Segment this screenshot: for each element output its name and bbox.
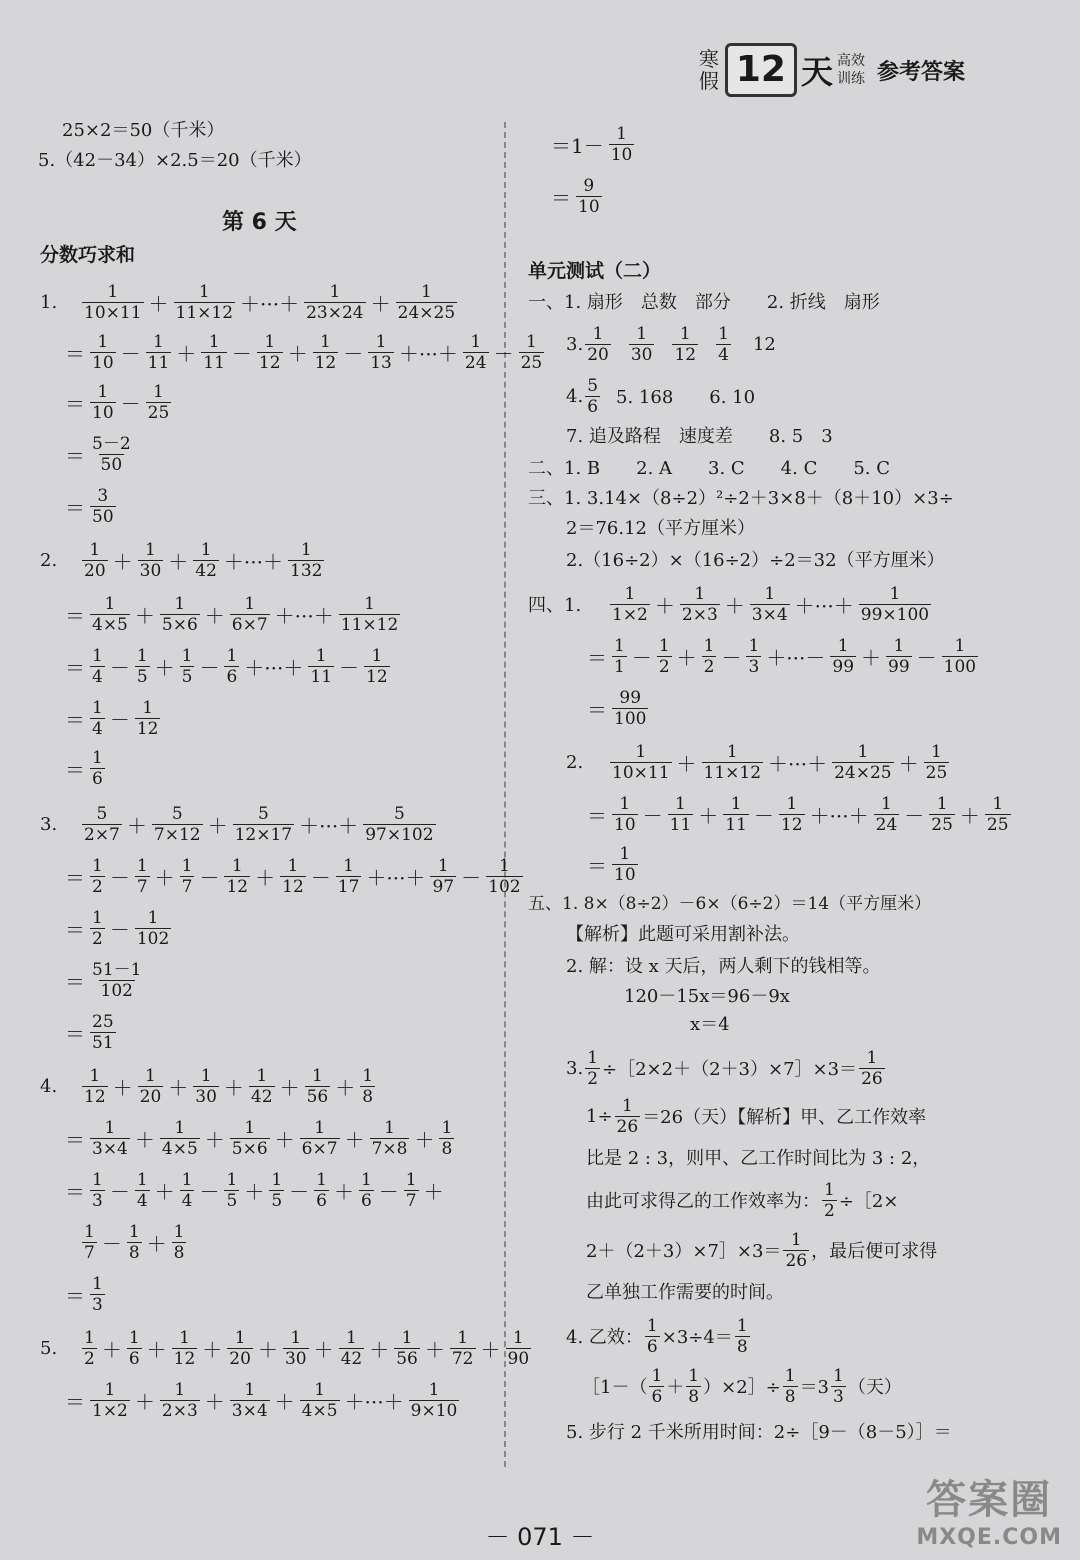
part5-q4-line-2: ［1－（ 1 6 ＋ 1 8 ）×2］÷ $\frac{1}{8}$ ＝3 1 3 （天） (582, 1365, 902, 1407)
part3-q1-cont: 2＝76.12（平方厘米） (566, 518, 755, 539)
prev-line-2: ＝ 9 10 (551, 175, 600, 217)
header-efficient-training: 高效 训练 (836, 53, 865, 87)
part5-q3-line-5: 2＋（2＋3）×7］×3＝ 1 26 ，最后便可求得 (586, 1229, 938, 1271)
part5-q3-line-1: 3. $\frac{1}{2}$ ÷［2×2＋（2＋3）×7］×3＝ 1 26 (566, 1047, 883, 1089)
part1-q1: 一、1. 扇形 总数 部分 2. 折线 扇形 (528, 292, 880, 313)
part4-q1-line-1: 四、1. 1 1×2 ＋ 1 2×3 ＋ 1 3×4 ＋···＋ 1 99×100 (528, 583, 930, 625)
part5-q2: 2. 解：设 x 天后，两人剩下的钱相等。 (566, 956, 881, 977)
part5-q4-line-1: 4. 乙效： $\frac{1}{6}$ ×3÷4＝ 1 8 (566, 1315, 748, 1357)
header-days-box: 12 (725, 43, 797, 97)
section-fraction-sum: 分数巧求和 (40, 244, 136, 266)
part5-q2-solution: x＝4 (690, 1014, 730, 1035)
q5-line-2: ＝ 1 1×2 ＋ 1 2×3 ＋ 1 3×4 ＋ 1 4×5 ＋···＋ 1 9×10 (65, 1379, 458, 1421)
left-line-2: 5.（42－34）×2.5＝20（千米） (38, 150, 312, 171)
watermark-logo: 答案圈 MXQE.COM (916, 1477, 1062, 1550)
part5-q3-line-3: 比是 2 : 3，则甲、乙工作时间比为 3 : 2， (586, 1148, 931, 1169)
part4-q1-line-2: ＝ 1 1 － 1 2 ＋ 1 2 － 1 3 ＋···－ 1 99 ＋ 1 99 － 1 100 (587, 635, 977, 677)
left-line-1: 25×2＝50（千米） (62, 120, 225, 141)
q4-line-3: ＝ 1 3 － 1 4 ＋ 1 4 － 1 5 ＋ 1 5 － 1 6 ＋ 1 6 － 1 7 ＋ (65, 1169, 444, 1211)
part5-q2-equation: 120－15x＝96－9x (624, 986, 790, 1007)
q1-line-5: ＝ 3 50 (65, 485, 114, 527)
header-winter-label: 寒 假 (698, 47, 719, 93)
part2: 二、1. B 2. A 3. C 4. C 5. C (528, 458, 891, 479)
q2-line-3: ＝ 1 4 － 1 5 ＋ 1 5 － 1 6 ＋···＋ 1 11 － 1 12 (65, 645, 388, 687)
q3-line-3: ＝ 1 2 － 1 102 (65, 907, 170, 949)
part5-q1: 五、1. 8×（8÷2）－6×（6÷2）＝14（平方厘米） (528, 894, 932, 914)
q4-line-2: ＝ 1 3×4 ＋ 1 4×5 ＋ 1 5×6 ＋ 1 6×7 ＋ 1 7×8 ＋ 1 8 (65, 1117, 453, 1159)
part3-q2: 2.（16÷2）×（16÷2）÷2＝32（平方厘米） (566, 550, 945, 571)
q2-line-2: ＝ 1 4×5 ＋ 1 5×6 ＋ 1 6×7 ＋···＋ 1 11×12 (65, 593, 399, 635)
part5-q1-analysis: 【解析】此题可采用割补法。 (566, 924, 800, 945)
q3-line-4: ＝ 51－1 102 (65, 959, 142, 1001)
header-day-char: 天 (800, 53, 833, 91)
q1-line-1: 1. 1 10×11 ＋ 1 11×12 ＋···＋ 1 23×24 ＋ 1 24×25 (40, 281, 456, 323)
q2-line-1: 2. 1 20 ＋ 1 30 ＋ 1 42 ＋···＋ 1 132 (40, 539, 323, 581)
day-title: 第 6 天 (222, 210, 297, 235)
part4-q2-line-3: ＝ 1 10 (587, 843, 636, 885)
part4-q2-line-2: ＝ 1 10 － 1 11 ＋ 1 11 － 1 12 ＋···＋ 1 24 － 1 25 ＋ 1 25 (587, 793, 1009, 835)
part3-q1: 三、1. 3.14×（8÷2）²÷2＋3×8＋（8＋10）×3÷ (528, 488, 954, 509)
q3-line-1: 3. 5 2×7 ＋ 5 7×12 ＋ 5 12×17 ＋···＋ 5 97×102 (40, 803, 434, 845)
q5-line-1: 5. 1 2 ＋ 1 6 ＋ 1 12 ＋ 1 20 ＋ 1 30 ＋ 1 42 ＋ 1 56 ＋ 1 72 ＋ 1 90 (40, 1327, 530, 1369)
q4-line-5: ＝ 1 3 (65, 1273, 103, 1315)
q1-line-2: ＝ 1 10 － 1 11 ＋ 1 11 － 1 12 ＋ 1 12 － 1 13 ＋···＋ 1 24 － 1 25 (65, 331, 543, 373)
part5-q3-line-6: 乙单独工作需要的时间。 (586, 1282, 784, 1303)
q2-line-4: ＝ 1 4 － 1 12 (65, 697, 159, 739)
part1-q3: 3. 1 20 1 30 1 12 1 4 12 (566, 323, 776, 365)
part1-q4: 4. 5 6 5. 168 6. 10 (566, 375, 756, 417)
q1-line-3: ＝ 1 10 － 1 25 (65, 381, 170, 423)
prev-line-1: ＝1－ 1 10 (551, 123, 633, 165)
part1-q7: 7. 追及路程 速度差 8. 5 3 (566, 426, 833, 447)
unit-test-title: 单元测试（二） (528, 260, 662, 282)
part4-q1-line-3: ＝ 99 100 (587, 687, 647, 729)
q2-line-5: ＝ 1 6 (65, 747, 103, 789)
column-divider (504, 122, 506, 1467)
q3-line-5: ＝ 25 51 (65, 1011, 114, 1053)
part5-q3-line-2: 1÷ $\frac{1}{26}$ ＝26（天）【解析】甲、乙工作效率 (586, 1095, 927, 1137)
page-number: － 071 － (485, 1523, 595, 1551)
header-answer-title: 参考答案 (876, 59, 965, 85)
book-header (699, 42, 965, 98)
q4-line-4: 1 7 － 1 8 ＋ 1 8 (84, 1221, 185, 1263)
q3-line-2: ＝ 1 2 － 1 7 ＋ 1 7 － 1 12 ＋ 1 12 － 1 17 ＋···＋ 1 97 － 1 102 (65, 855, 521, 897)
q1-line-4: ＝ 5－2 50 (65, 433, 131, 475)
part5-q5: 5. 步行 2 千米所用时间：2÷［9－（8－5）］＝ (566, 1422, 952, 1443)
part5-q3-line-4: 由此可求得乙的工作效率为： $\frac{1}{2}$ ÷［2× (586, 1179, 899, 1221)
q4-line-1: 4. 1 12 ＋ 1 20 ＋ 1 30 ＋ 1 42 ＋ 1 56 ＋ 1 8 (40, 1065, 374, 1107)
part4-q2-line-1: 2. 1 10×11 ＋ 1 11×12 ＋···＋ 1 24×25 ＋ 1 25 (566, 741, 948, 783)
